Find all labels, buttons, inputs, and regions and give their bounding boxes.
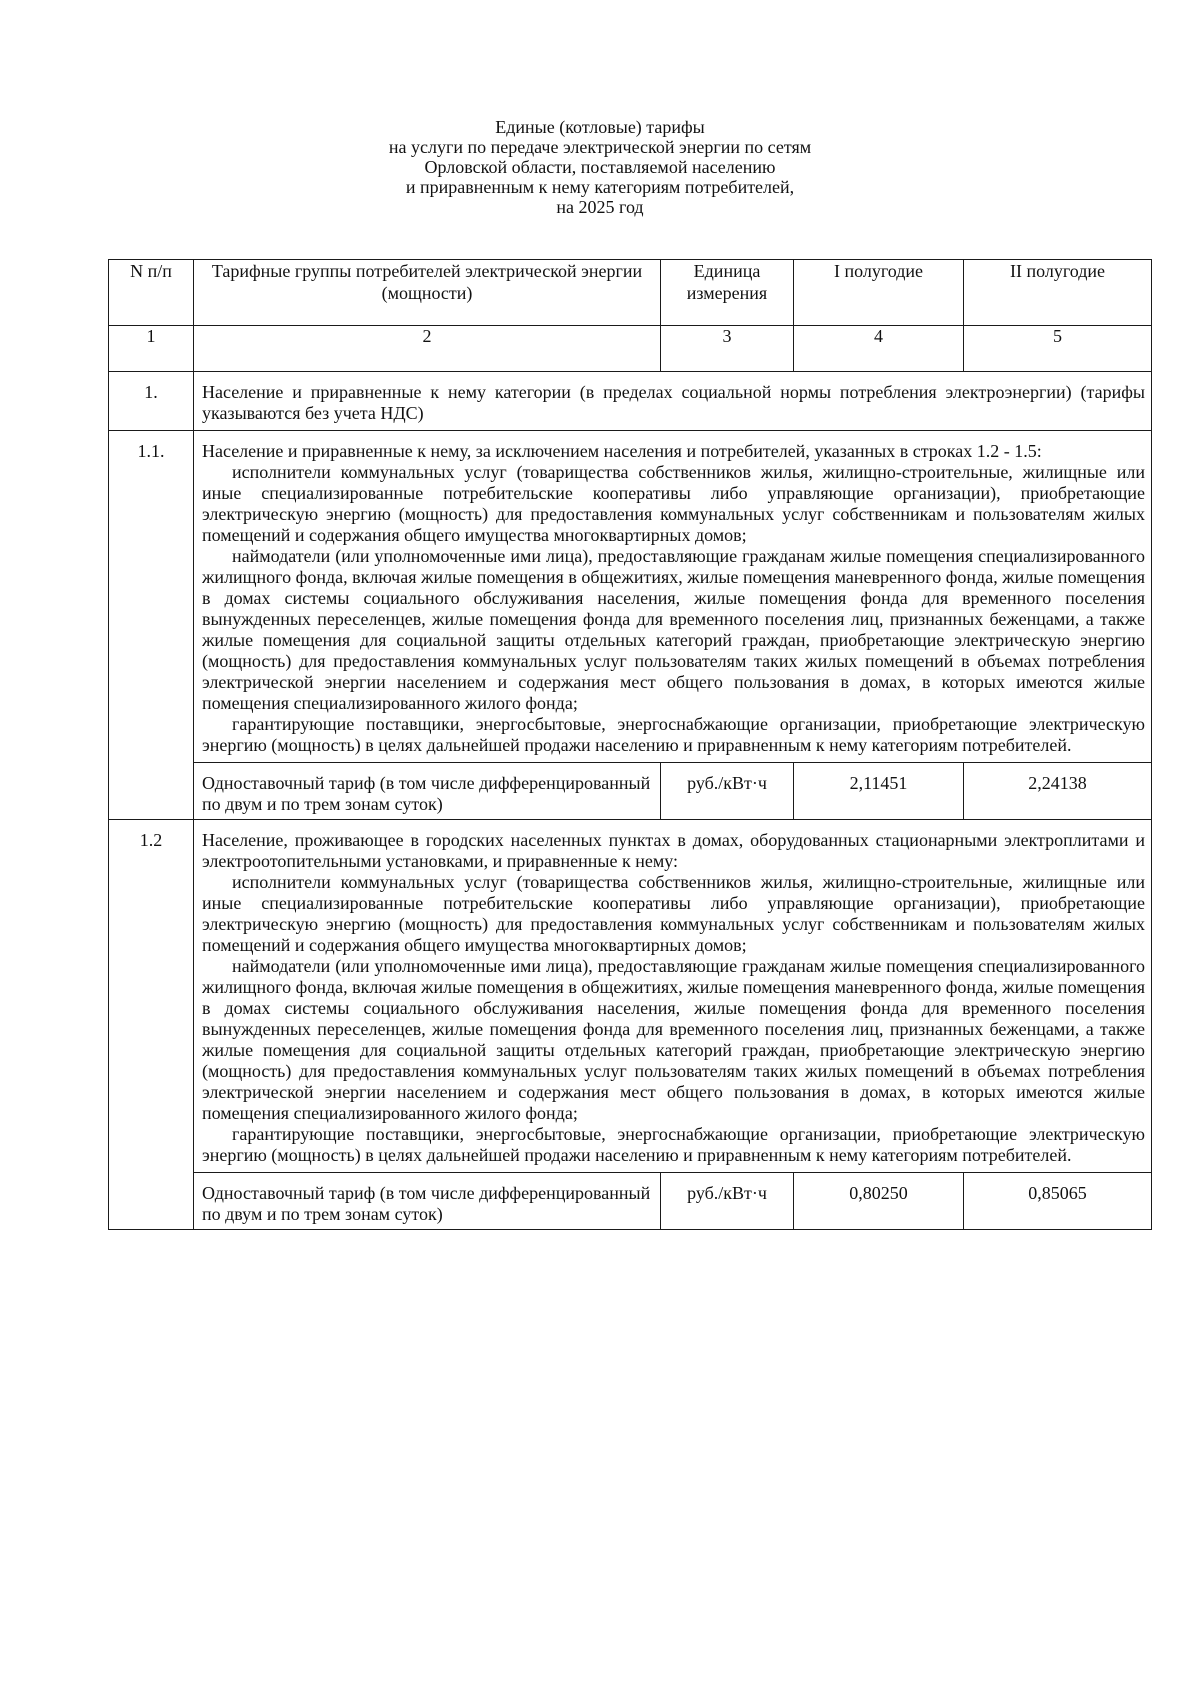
table-row-1-1 <box>109 431 1152 763</box>
group-item: наймодатели (или уполномоченные ими лица), предоставляющие гражданам жилые помещения специализированного жилищного фонда, включая жилые помещения в общежитиях, жилые помещения маневренного фонда, жилые помещения в домах системы социального обслуживания населения, жилые помещения фонда для временного поселения вынужденных переселенцев, жилые помещения фонда для временного поселения лиц, признанных беженцами, а также жилые помещения для социальной защиты отдельных категорий граждан, приобретающие электрическую энергию (мощность) для предоставления коммунальных услуг пользователям таких жилых помещений в объемах потребления электрической энергии населением и содержания мест общего пользования в домах, в которых имеются жилые помещения специализированного жилого фонда; <box>202 956 1145 1123</box>
section-description: Население и приравненные к нему категории (в пределах социальной нормы потребления электроэнергии) (тарифы указываются без учета НДС) <box>194 372 1152 431</box>
table-row-1-2 <box>109 820 1152 1173</box>
row-number: 1. <box>109 372 194 431</box>
tariff-label: Одноставочный тариф (в том числе дифференцированный по двум и по трем зонам суток) <box>194 1173 661 1230</box>
tariff-first-half-value: 2,11451 <box>794 763 964 820</box>
tariff-row-1-2 <box>109 1173 1152 1230</box>
title-line: на 2025 год <box>556 197 644 217</box>
tariff-unit: руб./кВт·ч <box>661 763 794 820</box>
table-header-row <box>109 260 1152 326</box>
tariff-second-half-value: 0,85065 <box>964 1173 1152 1230</box>
document-title <box>0 117 1200 217</box>
column-number: 1 <box>109 326 194 372</box>
header-group: Тарифные группы потребителей электрической энергии (мощности) <box>194 260 661 326</box>
title-line: и приравненным к нему категориям потребителей, <box>405 177 795 197</box>
row-number: 1.1. <box>109 431 194 820</box>
header-unit: Единица измерения <box>661 260 794 326</box>
group-description <box>194 431 1152 763</box>
group-item: исполнители коммунальных услуг (товарищества собственников жилья, жилищно-строительные, жилищные или иные специализированные потребительские кооперативы либо управляющие организации), приобретающие электрическую энергию (мощность) для предоставления коммунальных услуг собственникам и пользователям жилых помещений и содержания общего имущества многоквартирных домов; <box>202 462 1145 545</box>
header-second-half: II полугодие <box>964 260 1152 326</box>
title-line: на услуги по передаче электрической энергии по сетям <box>388 137 812 157</box>
group-description <box>194 820 1152 1173</box>
tariff-row-1-1 <box>109 763 1152 820</box>
header-first-half: I полугодие <box>794 260 964 326</box>
row-number: 1.2 <box>109 820 194 1230</box>
group-intro: Население, проживающее в городских населенных пунктах в домах, оборудованных стационарными электроплитами и электроотопительными установками, и приравненные к нему: <box>202 830 1145 871</box>
group-intro: Население и приравненные к нему, за исключением населения и потребителей, указанных в строках 1.2 - 1.5: <box>202 441 1042 461</box>
tariff-first-half-value: 0,80250 <box>794 1173 964 1230</box>
tariff-label: Одноставочный тариф (в том числе дифференцированный по двум и по трем зонам суток) <box>194 763 661 820</box>
column-number-row <box>109 326 1152 372</box>
group-item: гарантирующие поставщики, энергосбытовые, энергоснабжающие организации, приобретающие электрическую энергию (мощность) в целях дальнейшей продажи населению и приравненным к нему категориям потребителей. <box>202 714 1145 755</box>
header-num: N п/п <box>109 260 194 326</box>
column-number: 5 <box>964 326 1152 372</box>
tariff-unit: руб./кВт·ч <box>661 1173 794 1230</box>
title-line: Орловской области, поставляемой населению <box>424 157 776 177</box>
group-item: наймодатели (или уполномоченные ими лица), предоставляющие гражданам жилые помещения специализированного жилищного фонда, включая жилые помещения в общежитиях, жилые помещения маневренного фонда, жилые помещения в домах системы социального обслуживания населения, жилые помещения фонда для временного поселения вынужденных переселенцев, жилые помещения фонда для временного поселения лиц, признанных беженцами, а также жилые помещения для социальной защиты отдельных категорий граждан, приобретающие электрическую энергию (мощность) для предоставления коммунальных услуг пользователям таких жилых помещений в объемах потребления электрической энергии населением и содержания мест общего пользования в домах, в которых имеются жилые помещения специализированного жилого фонда; <box>202 546 1145 713</box>
title-line: Единые (котловые) тарифы <box>495 117 705 137</box>
column-number: 3 <box>661 326 794 372</box>
column-number: 2 <box>194 326 661 372</box>
group-item: исполнители коммунальных услуг (товарищества собственников жилья, жилищно-строительные, жилищные или иные специализированные потребительские кооперативы либо управляющие организации), приобретающие электрическую энергию (мощность) для предоставления коммунальных услуг собственникам и пользователям жилых помещений и содержания общего имущества многоквартирных домов; <box>202 872 1145 955</box>
tariff-second-half-value: 2,24138 <box>964 763 1152 820</box>
column-number: 4 <box>794 326 964 372</box>
tariff-table <box>108 259 1152 1230</box>
table-row-section-1 <box>109 372 1152 431</box>
group-item: гарантирующие поставщики, энергосбытовые, энергоснабжающие организации, приобретающие электрическую энергию (мощность) в целях дальнейшей продажи населению и приравненным к нему категориям потребителей. <box>202 1124 1145 1165</box>
